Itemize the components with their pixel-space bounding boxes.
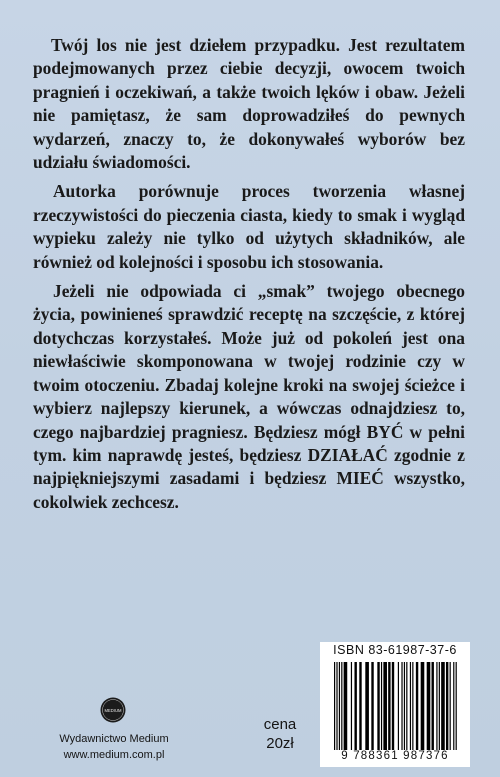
publisher-name: Wydawnictwo Medium <box>59 733 169 745</box>
emphasis-dzialac: DZIAŁAĆ <box>307 444 388 465</box>
barcode-bar <box>354 662 356 750</box>
barcode-bar <box>404 662 405 750</box>
barcode-bar <box>392 662 394 750</box>
barcode-bar <box>381 662 382 750</box>
barcode-bar <box>439 662 440 750</box>
emphasis-miec: MIEĆ <box>336 468 384 489</box>
blurb-paragraph-3 <box>33 280 465 514</box>
barcode-bar <box>339 662 340 750</box>
barcode-bar <box>441 662 445 750</box>
barcode-bar <box>359 662 361 750</box>
barcode-digits: 9 788361 987376 <box>341 750 449 762</box>
barcode-bar <box>427 662 431 750</box>
publisher-url: www.medium.com.pl <box>63 749 165 761</box>
barcode-bar <box>432 662 434 750</box>
barcode-bar <box>446 662 448 750</box>
barcode-bar <box>388 662 390 750</box>
barcode-bar <box>398 662 399 750</box>
barcode-bar <box>453 662 454 750</box>
barcode-bar <box>371 662 373 750</box>
barcode-bar <box>341 662 342 750</box>
isbn-label: ISBN 83-61987-37-6 <box>333 643 457 657</box>
barcode-bar <box>365 662 369 750</box>
blurb-paragraph-1: Twój los nie jest dziełem przypadku. Jest rezultatem podejmowanych przez ciebie decyzji, owocem twoich pragnień i oczekiwań, a także twoich lęków i obaw. Jeżeli nie pamiętasz, że sam doprowadziłeś do pewnych wydarzeń, znaczy to, że dokonywałeś wyborów bez udziału świadomości. <box>33 35 465 173</box>
barcode-bar <box>412 662 413 750</box>
barcode-bar <box>450 662 451 750</box>
barcode-bar <box>456 662 457 750</box>
price-label: cena <box>263 716 297 733</box>
emphasis-byc: BYĆ <box>366 421 404 442</box>
barcode-bar <box>410 662 411 750</box>
blurb-text: zgodnie z najpiękniejszymi zasadami i będziesz <box>33 444 465 489</box>
barcode-bar <box>383 662 387 750</box>
barcode <box>334 662 458 750</box>
barcode-bar <box>416 662 418 750</box>
blurb-text: Jeżeli nie odpowiada ci „smak” twojego obecnego życia, powinieneś sprawdzić receptę na szczęście, z której dotychczas korzystałeś. Może już od pokoleń jest ona niewłaściwie skomponowana w twojej rodzinie czy w twoim otoczeniu. Zbadaj kolejne kroki na swojej ścieżce i wybierz najlepszy kierunek, a wówczas odnajdziesz to, czego najbardziej pragniesz. Będziesz mógł <box>33 281 465 442</box>
blurb-paragraph-2: Autorka porównuje proces tworzenia własnej rzeczywistości do pieczenia ciasta, kiedy to smak i wygląd wypieku zależy nie tylko od użytych składników, ale również od kolejności i sposobu ich stosowania. <box>33 181 465 272</box>
barcode-bar <box>421 662 425 750</box>
publisher-logo <box>100 697 126 723</box>
barcode-bar <box>334 662 335 750</box>
barcode-bar <box>436 662 437 750</box>
cover-blurb <box>33 34 465 520</box>
barcode-bar <box>344 662 348 750</box>
blurb-text: wszystko, cokolwiek zechcesz. <box>33 468 465 512</box>
barcode-bar <box>351 662 352 750</box>
price-value: 20zł <box>266 735 294 752</box>
barcode-bar <box>377 662 379 750</box>
barcode-bar <box>406 662 407 750</box>
barcode-bar <box>401 662 402 750</box>
blurb-text: w pełni tym. kim naprawdę jesteś, będziesz <box>33 421 465 465</box>
barcode-bar <box>336 662 337 750</box>
publisher-logo-text: MEDIUM <box>104 707 122 713</box>
